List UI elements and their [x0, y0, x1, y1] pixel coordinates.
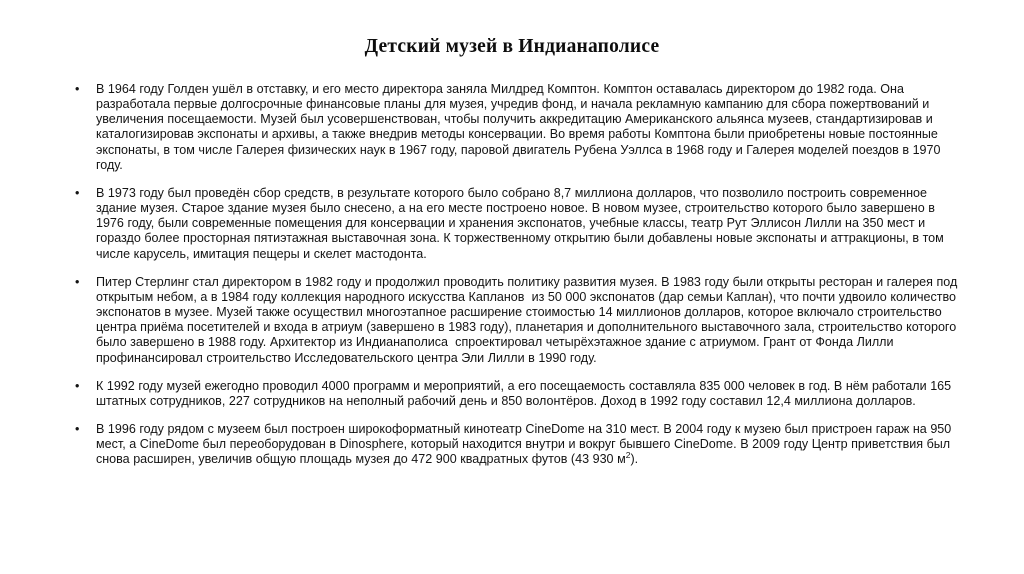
paragraph-text: К 1992 году музей ежегодно проводил 4000 программ и мероприятий, а его посещаемость составляла 835 000 человек в год. В нём работали 165 штатных сотрудников, 227 сотрудников на неполный рабочий день и 850 волонтёров. Доход в 1992 году составил 12,4 миллиона долларов.	[96, 378, 955, 408]
paragraph-text: Питер Стерлинг стал директором в 1982 году и продолжил проводить политику развития музея. В 1983 году были открыты ресторан и галерея под открытым небом, а в 1984 году коллекция народного искусства Капланов из 50 000 экспонатов (дар семьи Каплан), что почти удвоило количество экспонатов в музее. Музей также осуществил многоэтапное расширение стоимостью 14 миллионов долларов, которое включало строительство центра приёма посетителей и входа в атриум (завершено в 1983 году), планетария и дополнительного выставочного зала, строительство которого было завершено в 1988 году. Архитектор из Индианаполиса спроектировал четырёхэтажное здание с атриумом. Грант от Фонда Лилли профинансировал строительство Исследовательского центра Эли Лилли в 1990 году.	[96, 274, 961, 365]
bullet-icon: •	[75, 421, 80, 436]
bullet-icon: •	[75, 82, 80, 96]
paragraph-text: В 1973 году был проведён сбор средств, в результате которого было собрано 8,7 миллиона долларов, что позволило построить современное здание музея. Старое здание музея было снесено, а на его месте построено новое. В новом музее, строительство которого было завершено в 1976 году, были современные помещения для консервации и хранения экспонатов, учебные классы, театр Рут Эллисон Лилли на 350 мест и гораздо более просторная пятиэтажная выставочная зона. К торжественному открытию были добавлены новые экспонаты и аттракционы, в том числе карусель, имитация пещеры и скелет мастодонта.	[96, 185, 948, 261]
bullet-list	[72, 82, 962, 467]
list-item	[72, 186, 962, 262]
paragraph-text	[96, 422, 962, 467]
list-item	[72, 422, 962, 467]
list-item	[72, 82, 962, 173]
page-title: Детский музей в Индианаполисе	[364, 36, 660, 57]
paragraph-text-part-1: В 1996 году рядом с музеем был построен широкоформатный кинотеатр CineDome на 310 мест. В 2004 году к музею был пристроен гараж на 950 мест, а CineDome был переоборудован в Dinosphere, который находится внутри и вокруг бывшего CineDome. В 2009 году Центр приветствия был снова расширен, увеличив общую площадь музея до 472 900 квадратных футов (43 930 м	[96, 421, 955, 467]
bullet-icon: •	[75, 185, 80, 200]
paragraph-text: В 1964 году Голден ушёл в отставку, и его место директора заняла Милдред Комптон. Комптон оставалась директором до 1982 года. Она разработала первые долгосрочные финансовые планы для музея, учредив фонд, и начала рекламную кампанию для сбора пожертвований и увеличения посещаемости. Музей был усовершенствован, чтобы получить аккредитацию Американского альянса музеев, стандартизировав и каталогизировав экспонаты и архивы, а также внедрив методы консервации. Во время работы Комптона были приобретены новые постоянные экспонаты, в том числе Галерея физических наук в 1967 году, паровой двигатель Рубена Уэллса в 1968 году и Галерея моделей поездов в 1970 году.	[96, 82, 945, 172]
list-item	[72, 275, 962, 366]
bullet-icon: •	[75, 378, 80, 393]
list-item	[72, 379, 962, 409]
bullet-icon: •	[75, 274, 80, 289]
paragraph-text-part-2: ).	[630, 452, 639, 467]
superscript-square: 2	[625, 450, 631, 461]
